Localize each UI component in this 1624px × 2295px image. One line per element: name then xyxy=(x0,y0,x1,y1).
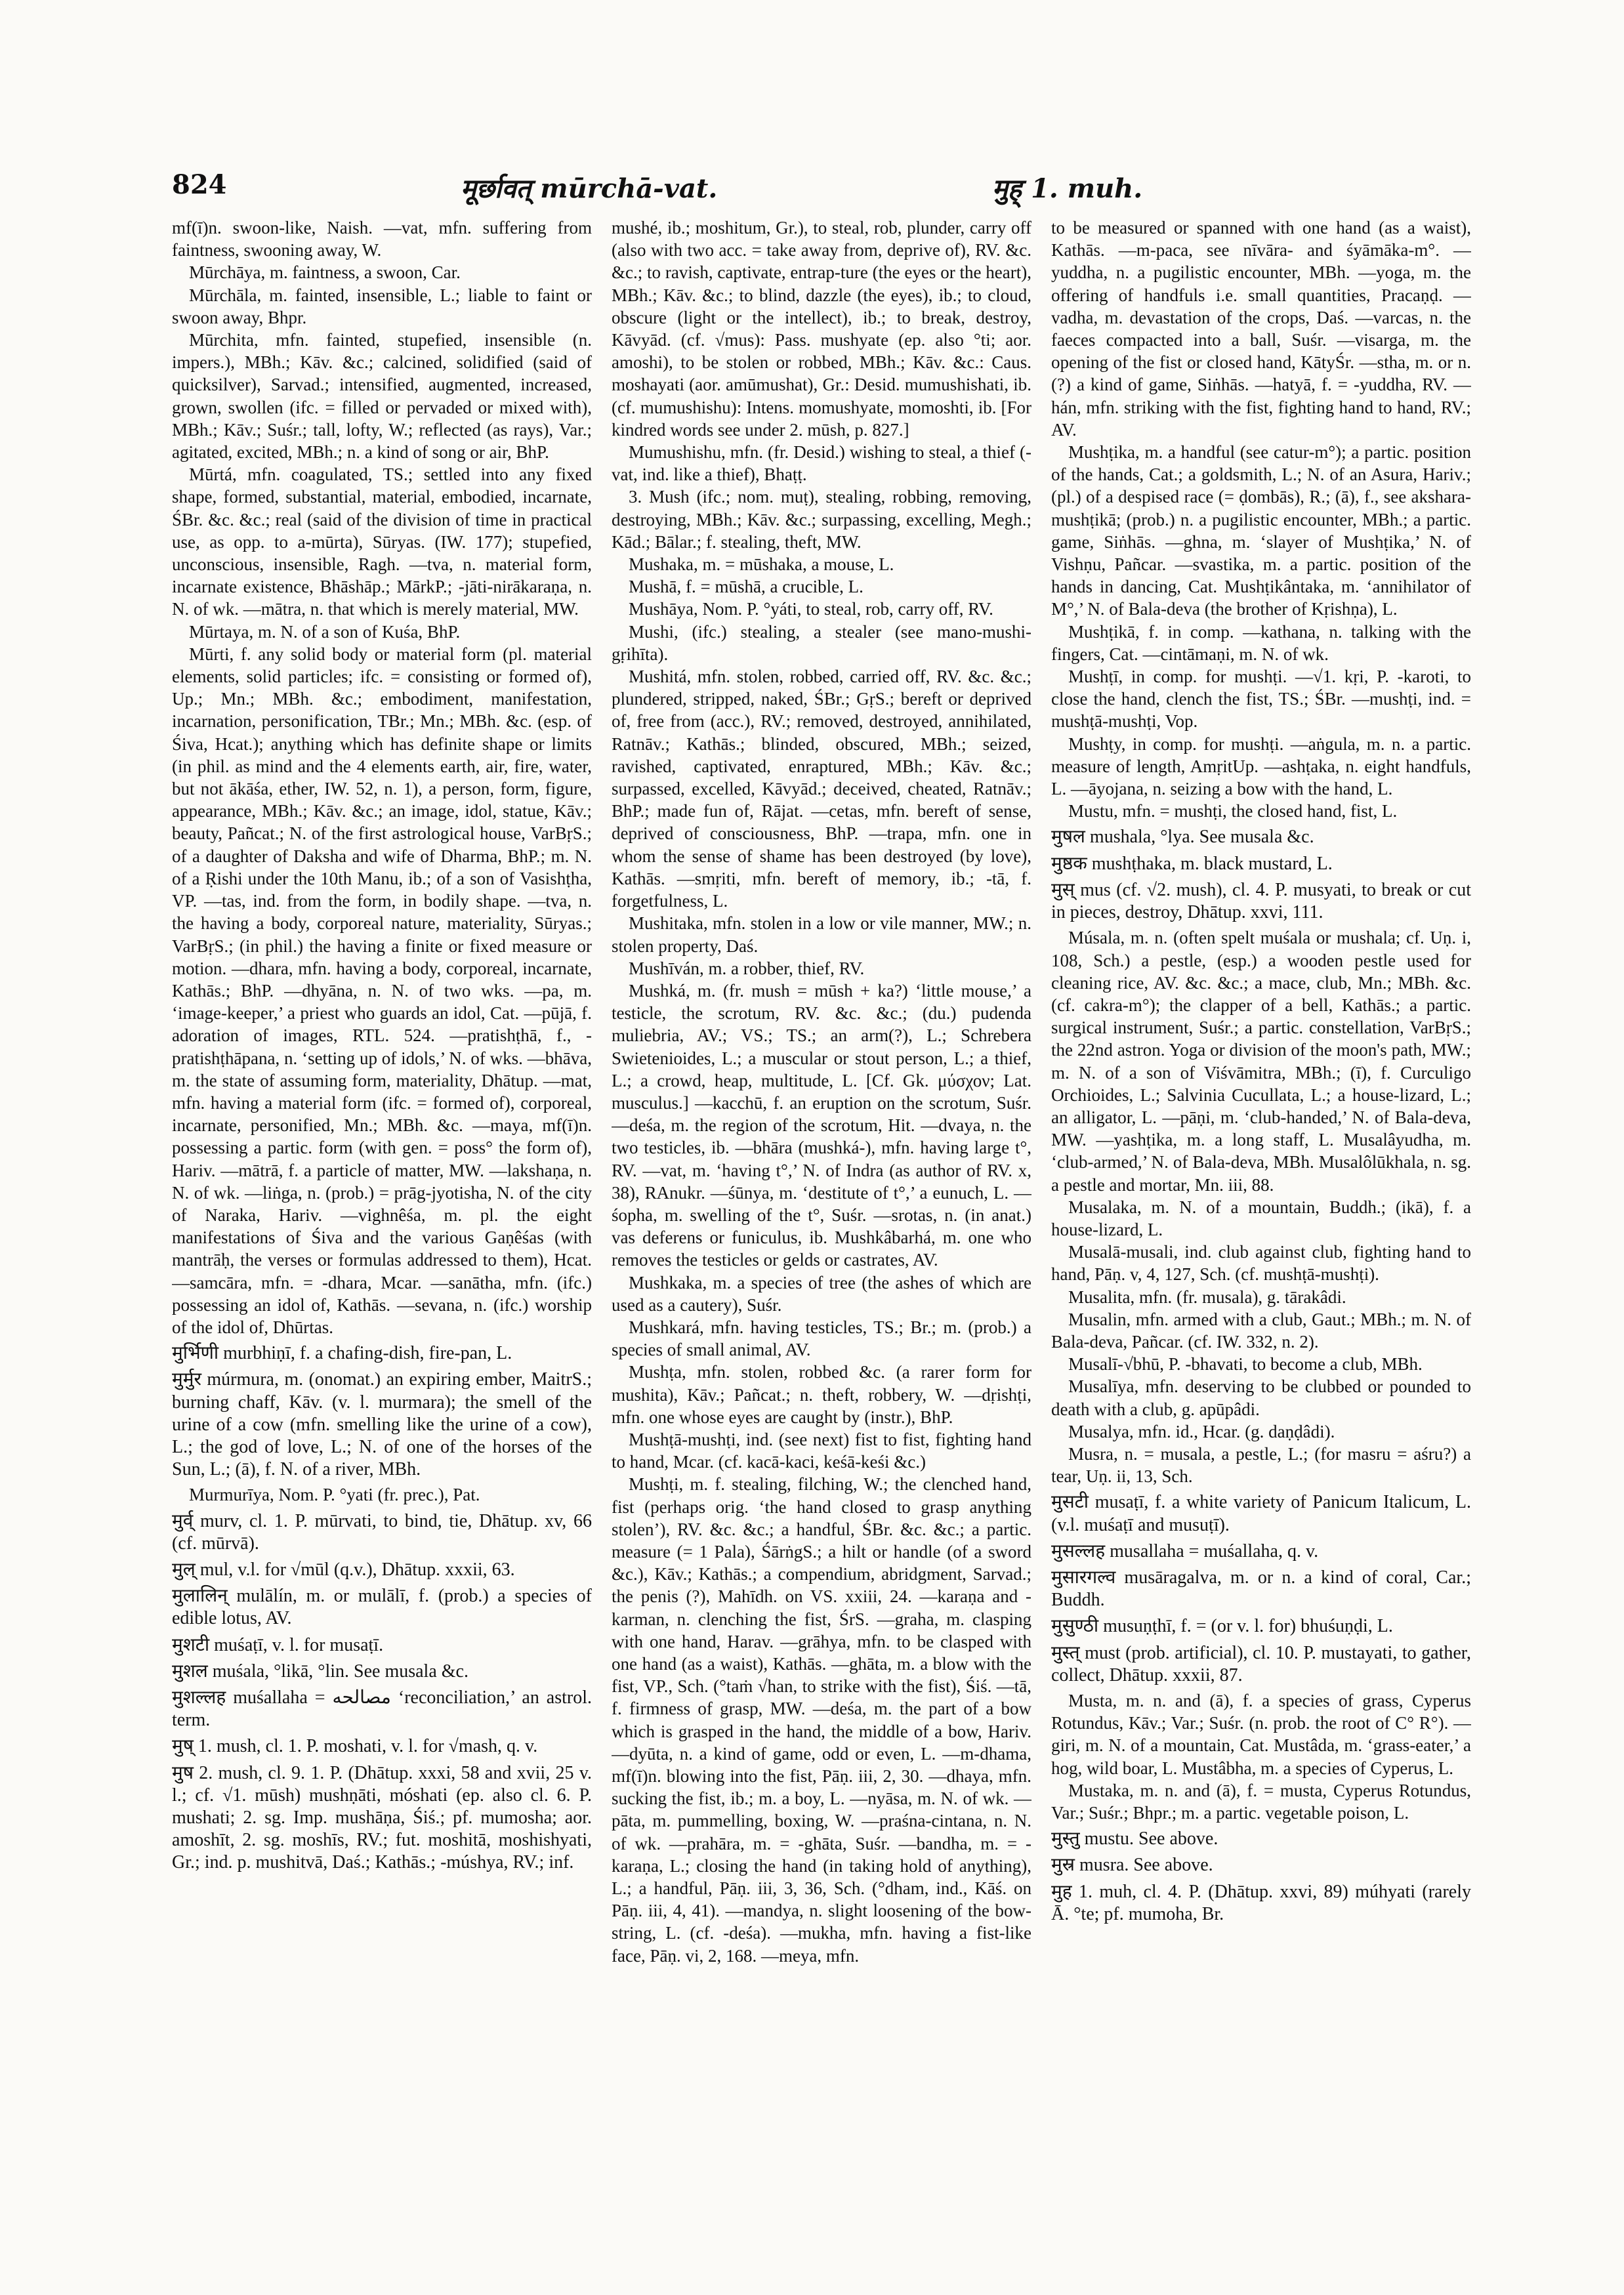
dictionary-entry: Mushká, m. (fr. mush = mūsh + ka?) ‘little mouse,’ a testicle, the scrotum, RV. &c. &c.; (du.) pudenda muliebria, AV.; VS.; TS.; an arm(?), L.; Schrebera Swietenioides, L.; a muscular or stout person, L.; a thief, L.; a crowd, heap, multitude, L. [Cf. Gk. μύσχον; Lat. musculus.] —kacchū, f. an eruption on the scrotum, Suśr. —deśa, m. the region of the scrotum, Hit. —dvaya, n. the two testicles, ib. —bhāra (mushká-), mfn. having large t°, RV. —vat, m. ‘having t°,’ N. of Indra (as author of RV. x, 38), RAnukr. —śūnya, m. ‘destitute of t°,’ a eunuch, L. —śopha, m. swelling of the t°, Suśr. —srotas, n. (in anat.) vas deferens or funiculus, ib. Mushkâbarhá, m. one who removes the testicles or gelds or castrates, AV. xyxy=(612,980,1031,1270)
dictionary-entry: मुस्त् must (prob. artificial), cl. 10. P. mustayati, to gather, collect, Dhātup. xxxii, 87. xyxy=(1051,1642,1471,1685)
dictionary-entry: Mushṭi, m. f. stealing, filching, W.; the clenched hand, fist (perhaps orig. ‘the hand closed to grasp anything stolen’), RV. &c. &c.; a handful, ŚBr. &c. &c.; a partic. measure (= 1 Pala), ŚārṅgS.; a hilt or handle (of a sword &c.), Kāv.; Kathās.; a compendium, abridgment, Sarvad.; the penis (?), Mahīdh. on VS. xxiii, 24. —karaṇa and -karman, n. clenching the fist, ŚrS. —graha, m. clasping with one hand, Harav. —grāhya, mfn. to be clasped with one hand (as a waist), Kathās. —ghāta, m. a blow with the fist, VP., Sch. (°taṁ √han, to strike with the fist), Śiś. —tā, f. firmness of grasp, MW. —deśa, m. the part of a bow which is grasped in the hand, the middle of a bow, Hariv. —dyūta, n. a kind of game, odd or even, L. —m-dhama, mf(ī)n. blowing into the fist, Pāṇ. iii, 2, 30. —dhaya, mfn. sucking the fist, ib.; m. a boy, L. —nyāsa, m. N. of wk. —pāta, m. pummelling, boxing, W. —praśna-cintana, n. N. of wk. —prahāra, m. = -ghāta, Suśr. —bandha, m. = -karaṇa, L.; closing the hand (in taking hold of anything), L.; a handful, Pāṇ. iii, 3, 36, Sch. (°dham, ind., Kāś. on Pāṇ. iii, 4, 41). —mandya, n. slight loosening of the bow-string, L. (cf. -deśa). —mukha, mfn. having a fist-like face, Pāṇ. vi, 2, 168. —meya, mfn. xyxy=(612,1474,1031,1966)
dictionary-entry: Mushkaka, m. a species of tree (the ashes of which are used as a cautery), Suśr. xyxy=(612,1272,1031,1315)
dictionary-entry: मुस्तु mustu. See above. xyxy=(1051,1829,1218,1850)
dictionary-entry: Mushaka, m. = mūshaka, a mouse, L. xyxy=(629,554,894,575)
dictionary-entry: मुष् 1. mush, cl. 1. P. moshati, v. l. for √mash, q. v. xyxy=(172,1736,538,1757)
dictionary-entry: Musalya, mfn. id., Hcar. (g. daṇḍâdi). xyxy=(1068,1421,1335,1441)
dictionary-entry: Mūrchāya, m. faintness, a swoon, Car. xyxy=(189,262,461,283)
dictionary-entry: मुशटी muśaṭī, v. l. for musaṭī. xyxy=(172,1634,384,1655)
dictionary-entry: Mumushishu, mfn. (fr. Desid.) wishing to steal, a thief (-vat, ind. like a thief), Bhaṭṭ. xyxy=(612,442,1031,485)
column-3 xyxy=(1051,217,1471,2237)
dictionary-entry: Mūrchita, mfn. fainted, stupefied, insensible (n. impers.), MBh.; Kāv. &c.; calcined, solidified (said of quicksilver), Sarvad.; intensified, augmented, increased, grown, swollen (ifc. = filled or pervaded or mixed with), MBh.; Kāv.; Suśr.; tall, lofty, W.; reflected (as rays), Var.; agitated, excited, MBh.; n. a kind of song or air, BhP. xyxy=(172,330,592,463)
dictionary-entry: Mushitaka, mfn. stolen in a low or vile manner, MW.; n. stolen property, Daś. xyxy=(612,913,1031,956)
dictionary-entry: Mūrtá, mfn. coagulated, TS.; settled into any fixed shape, formed, substantial, material, embodied, incarnate, ŚBr. &c. &c.; real (said of the division of time in practical use, as opp. to a-mūrta), Sūryas. (IW. 177); stupefied, unconscious, insensible, Ragh. —tva, n. material form, incarnate existence, Bhāshāp.; MārkP.; -jāti-nirākaraṇa, n. N. of wk. —mātra, n. that which is merely material, MW. xyxy=(172,465,592,619)
dictionary-entry: Mushīván, m. a robber, thief, RV. xyxy=(629,958,865,978)
dictionary-entry: Musta, m. n. and (ā), f. a species of grass, Cyperus Rotundus, Kāv.; Var.; Suśr. (n. prob. the root of C° R°). —giri, m. N. of a mountain, Cat. Mustâda, m. ‘grass-eater,’ a hog, wild boar, L. Mustâbha, m. a species of Cyperus, L. xyxy=(1051,1691,1471,1778)
left-running-head: मूर्छावत् mūrchā-vat. xyxy=(461,173,718,204)
dictionary-entry: मुस् mus (cf. √2. mush), cl. 4. P. musyati, to break or cut in pieces, destroy, Dhātup. xxvi, 111. xyxy=(1051,879,1471,923)
dictionary-entry: Musalā-musali, ind. club against club, fighting hand to hand, Pāṇ. v, 4, 127, Sch. (cf. mushṭā-mushṭi). xyxy=(1051,1242,1471,1285)
dictionary-entry: Mūrtaya, m. N. of a son of Kuśa, BhP. xyxy=(189,621,461,642)
dictionary-entry: Mushṭā-mushṭi, ind. (see next) fist to fist, fighting hand to hand, Mcar. (cf. kacā-kaci, keśā-keśi &c.) xyxy=(612,1429,1031,1472)
dictionary-entry: Mushṭika, m. a handful (see catur-m°); a partic. position of the hands, Cat.; a goldsmith, L.; N. of an Asura, Hariv.; (pl.) of a despised race (= ḍombās), R.; (ā), f., see akshara-mushṭikā; (prob.) n. a pugilistic encounter, MBh.; a partic. game, Siṅhās. —ghna, m. ‘slayer of Mushṭika,’ N. of Vishṇu, Pañcar. —svastika, m. a partic. position of the hands in dancing, Cat. Mushṭikântaka, m. ‘annihilator of M°,’ N. of Bala-deva (the brother of Kṛishṇa), L. xyxy=(1051,442,1471,619)
dictionary-columns xyxy=(172,217,1471,2237)
dictionary-entry: मुह 1. muh, cl. 4. P. (Dhātup. xxvi, 89) múhyati (rarely Ā. °te; pf. mumoha, Br. xyxy=(1051,1881,1471,1924)
dictionary-entry: Mushkará, mfn. having testicles, TS.; Br.; m. (prob.) a species of small animal, AV. xyxy=(612,1317,1031,1360)
column-1 xyxy=(172,217,592,2237)
dictionary-entry: to be measured or spanned with one hand (as a waist), Kathās. —m-paca, see nīvāra- and śyāmāka-m°. —yuddha, n. a pugilistic encounter, MBh. —yoga, m. the offering of handfuls i.e. small quantities, Pracaṇḍ. —vadha, m. devastation of the crops, Daś. —varcas, n. the faeces compacted into a ball, Suśr. —visarga, m. the opening of the fist or closed hand, KātyŚr. —stha, m. or n. (?) a kind of game, Siṅhās. —hatyā, f. = -yuddha, RV. —hán, mfn. striking with the fist, fighting hand to hand, RV.; AV. xyxy=(1051,218,1471,440)
dictionary-entry: मुर्मुर múrmura, m. (onomat.) an expiring ember, MaitrS.; burning chaff, Kāv. (v. l. murmara); the smell of the urine of a cow (mfn. smelling like the urine of a cow), L.; the god of love, L.; N. of one of the horses of the Sun, L.; (ā), f. N. of a river, MBh. xyxy=(172,1369,592,1480)
dictionary-entry: मुसारगल्व musāragalva, m. or n. a kind of coral, Car.; Buddh. xyxy=(1051,1567,1471,1611)
page-number: 824 xyxy=(172,169,227,200)
dictionary-entry: Musra, n. = musala, a pestle, L.; (for masru = aśru?) a tear, Uṇ. ii, 13, Sch. xyxy=(1051,1443,1471,1487)
dictionary-entry: मुशल्लह muśallaha = مصالحه ‘reconciliation,’ an astrol. term. xyxy=(172,1687,592,1731)
dictionary-entry: मुर्भिणी murbhiṇī, f. a chafing-dish, fire-pan, L. xyxy=(172,1343,512,1364)
dictionary-entry: मुलालिन् mulālín, m. or mulālī, f. (prob.) a species of edible lotus, AV. xyxy=(172,1586,592,1629)
dictionary-entry: मुस्र musra. See above. xyxy=(1051,1855,1213,1876)
dictionary-entry: Mustu, mfn. = mushṭi, the closed hand, fist, L. xyxy=(1068,801,1398,821)
dictionary-entry: Musalīya, mfn. deserving to be clubbed or pounded to death with a club, g. apūpâdi. xyxy=(1051,1376,1471,1419)
dictionary-entry: मुसुण्ठी musuṇṭhī, f. = (or v. l. for) bhuśuṇḍi, L. xyxy=(1051,1616,1393,1637)
page-header xyxy=(172,169,1465,209)
dictionary-entry: मुसल्लह musallaha = muśallaha, q. v. xyxy=(1051,1540,1319,1561)
column-2 xyxy=(612,217,1031,2237)
dictionary-entry: मुष 2. mush, cl. 9. 1. P. (Dhātup. xxxi, 58 and xvii, 25 v. l.; cf. √1. mūsh) mushṇāti, móshati (ep. also cl. 6. P. mushati; 2. sg. Imp. mushāṇa, Śiś.; pf. mumosha; aor. amoshīt, 2. sg. moshīs, RV.; fut. moshitā, moshishyati, Gr.; ind. p. mushitvā, Daś.; Kathās.; -múshya, RV.; inf. xyxy=(172,1762,592,1873)
dictionary-entry: Murmurīya, Nom. P. °yati (fr. prec.), Pat. xyxy=(189,1485,480,1505)
dictionary-entry: मुषल mushala, °lya. See musala &c. xyxy=(1051,827,1314,848)
dictionary-entry: मुसटी musaṭī, f. a white variety of Panicum Italicum, L. (v.l. muśaṭī and musuṭī). xyxy=(1051,1492,1471,1535)
dictionary-entry: Mushṭikā, f. in comp. —kathana, n. talking with the fingers, Cat. —cintāmaṇi, m. N. of wk. xyxy=(1051,621,1471,664)
dictionary-entry: Mushi, (ifc.) stealing, a stealer (see mano-mushi-gṛihīta). xyxy=(612,621,1031,664)
dictionary-entry: Mushāya, Nom. P. °yáti, to steal, rob, carry off, RV. xyxy=(629,599,993,619)
dictionary-entry: Mūrti, f. any solid body or material form (pl. material elements, solid particles; ifc. = consisting or formed of), Up.; Mn.; MBh. &c.; embodiment, manifestation, incarnation, personification, TBr.; Mn.; MBh. &c. (esp. of Śiva, Hcat.); anything which has definite shape or limits (in phil. as mind and the 4 elements earth, air, fire, water, but not ākāśa, ether, IW. 52, n. 1), a person, form, figure, appearance, MBh.; Kāv. &c.; an image, idol, statue, Kāv.; beauty, Pañcat.; N. of the first astrological house, VarBṛS.; of a daughter of Daksha and wife of Dharma, BhP.; m. N. of a Ṛishi under the 10th Manu, ib.; of a son of Vasishṭha, VP. —tas, ind. from the form, in bodily shape. —tva, n. the having a body, corporeal nature, materiality, Sūryas.; VarBṛS.; (in phil.) the having a finite or fixed measure or motion. —dhara, mfn. having a body, corporeal, incarnate, Kathās.; BhP. —dhyāna, n. N. of two wks. —pa, m. ‘image-keeper,’ a priest who guards an idol, Cat. —pūjā, f. adoration of images, RTL. 524. —pratishṭhā, f., -pratishṭhāpana, n. ‘setting up of idols,’ N. of wks. —bhāva, m. the state of assuming form, materiality, Dhātup. —mat, mfn. having a material form (ifc. = formed of), corporeal, incarnate, personified, Mn.; MBh. &c. —maya, mf(ī)n. possessing a partic. form (with gen. = poss° the form of), Hariv. —mātrā, f. a particle of matter, MW. —lakshaṇa, n. N. of wk. —liṅga, n. (prob.) = prāg-jyotisha, N. of the city of Naraka, Hariv. —vighnêśa, m. pl. the eight manifestations of Śiva and the various Gaṇêśas (with mantrāḥ, the verses or formulas addressed to them), Hcat. —samcāra, mfn. = -dhara, Mcar. —sanātha, mfn. (ifc.) possessing an idol of, Kathās. —sevana, n. (ifc.) worship of the idol of, Dhūrtas. xyxy=(172,644,592,1337)
dictionary-entry: 3. Mush (ifc.; nom. muṭ), stealing, robbing, removing, destroying, MBh.; Kāv. &c.; surpassing, excelling, Megh.; Kād.; Bālar.; f. stealing, theft, MW. xyxy=(612,487,1031,552)
dictionary-entry: मुर्व् murv, cl. 1. P. mūrvati, to bind, tie, Dhātup. xv, 66 (cf. mūrvā). xyxy=(172,1510,592,1554)
dictionary-entry: Mushṭa, mfn. stolen, robbed &c. (a rarer form for mushita), Kāv.; Pañcat.; n. theft, robbery, W. —dṛishṭi, mfn. one whose eyes are caught by (instr.), BhP. xyxy=(612,1362,1031,1427)
dictionary-entry: Mūrchāla, m. fainted, insensible, L.; liable to faint or swoon away, Bhpr. xyxy=(172,285,592,327)
dictionary-entry: Músala, m. n. (often spelt muśala or mushala; cf. Uṇ. i, 108, Sch.) a pestle, (esp.) a wooden pestle used for cleaning rice, AV. &c. &c.; a mace, club, Mn.; MBh. &c. (cf. cakra-m°); the clapper of a bell, Kathās.; a partic. surgical instrument, Suśr.; a partic. constellation, VarBṛS.; the 22nd astron. Yoga or division of the moon's path, MW.; m. N. of a son of Viśvāmitra, MBh.; (ī), f. Curculigo Orchioides, L.; Salvinia Cucullata, L.; a house-lizard, L.; an alligator, L. —pāṇi, m. ‘club-handed,’ N. of Bala-deva, MW. —yashṭika, m. a long staff, L. Musalâyudha, m. ‘club-armed,’ N. of Bala-deva, MBh. Musalôlūkhala, n. sg. a pestle and mortar, Mn. iii, 88. xyxy=(1051,928,1471,1195)
dictionary-entry: मुष्ठक mushṭhaka, m. black mustard, L. xyxy=(1051,853,1333,874)
dictionary-entry: Mushṭy, in comp. for mushṭi. —aṅgula, m. n. a partic. measure of length, AmṛitUp. —ashṭaka, n. eight handfuls, L. —āyojana, n. seizing a bow with the hand, L. xyxy=(1051,734,1471,799)
dictionary-entry: मुल् mul, v.l. for √mūl (q.v.), Dhātup. xxxii, 63. xyxy=(172,1559,515,1580)
dictionary-entry: mf(ī)n. swoon-like, Naish. —vat, mfn. suffering from faintness, swooning away, W. xyxy=(172,218,592,260)
dictionary-entry: Musalin, mfn. armed with a club, Gaut.; MBh.; m. N. of Bala-deva, Pañcar. (cf. IW. 332, n. 2). xyxy=(1051,1309,1471,1352)
dictionary-entry: Mushā, f. = mūshā, a crucible, L. xyxy=(629,577,864,597)
dictionary-entry: मुशल muśala, °likā, °lin. See musala &c. xyxy=(172,1661,468,1682)
dictionary-entry: Musalī-√bhū, P. -bhavati, to become a club, MBh. xyxy=(1068,1354,1423,1375)
right-running-head: मुह् 1. muh. xyxy=(992,173,1143,204)
dictionary-entry: Musalita, mfn. (fr. musala), g. tārakâdi. xyxy=(1068,1287,1346,1307)
dictionary-entry: Mustaka, m. n. and (ā), f. = musta, Cyperus Rotundus, Var.; Suśr.; Bhpr.; m. a partic. vegetable poison, L. xyxy=(1051,1780,1471,1823)
dictionary-entry: mushé, ib.; moshitum, Gr.), to steal, rob, plunder, carry off (also with two acc. = take away from, deprive of), RV. &c. &c.; to ravish, captivate, entrap-ture (the eyes or the heart), MBh.; Kāv. &c.; to blind, dazzle (the eyes), ib.; to cloud, obscure (light or the intellect), ib.; to break, destroy, Kāvyād. (cf. √mus): Pass. mushyate (ep. also °ti; aor. amoshi), to be stolen or robbed, MBh.; Kāv. &c.: Caus. moshayati (aor. amūmushat), Gr.: Desid. mumushishati, ib. (cf. mumushishu): Intens. momushyate, momoshti, ib. [For kindred words see under 2. mūsh, p. 827.] xyxy=(612,218,1031,440)
dictionary-entry: Mushṭī, in comp. for mushṭi. —√1. kṛi, P. -karoti, to close the hand, clench the fist, TS.; ŚBr. —mushṭi, ind. = mushṭā-mushṭi, Vop. xyxy=(1051,667,1471,732)
dictionary-entry: Musalaka, m. N. of a mountain, Buddh.; (ikā), f. a house-lizard, L. xyxy=(1051,1197,1471,1239)
dictionary-entry: Mushitá, mfn. stolen, robbed, carried off, RV. &c. &c.; plundered, stripped, naked, ŚBr.; GṛS.; bereft or deprived of, free from (acc.), RV.; removed, destroyed, annihilated, Ratnāv.; Kathās.; blinded, obscured, MBh.; seized, ravished, captivated, enraptured, MBh.; Kāv. &c.; surpassed, excelled, Kāvyād.; deceived, cheated, Ratnāv.; BhP.; made fun of, Rājat. —cetas, mfn. bereft of sense, deprived of consciousness, BhP. —trapa, mfn. one in whom the sense of shame has been destroyed (by love), Kathās. —smṛiti, mfn. bereft of memory, ib.; -tā, f. forgetfulness, L. xyxy=(612,667,1031,911)
